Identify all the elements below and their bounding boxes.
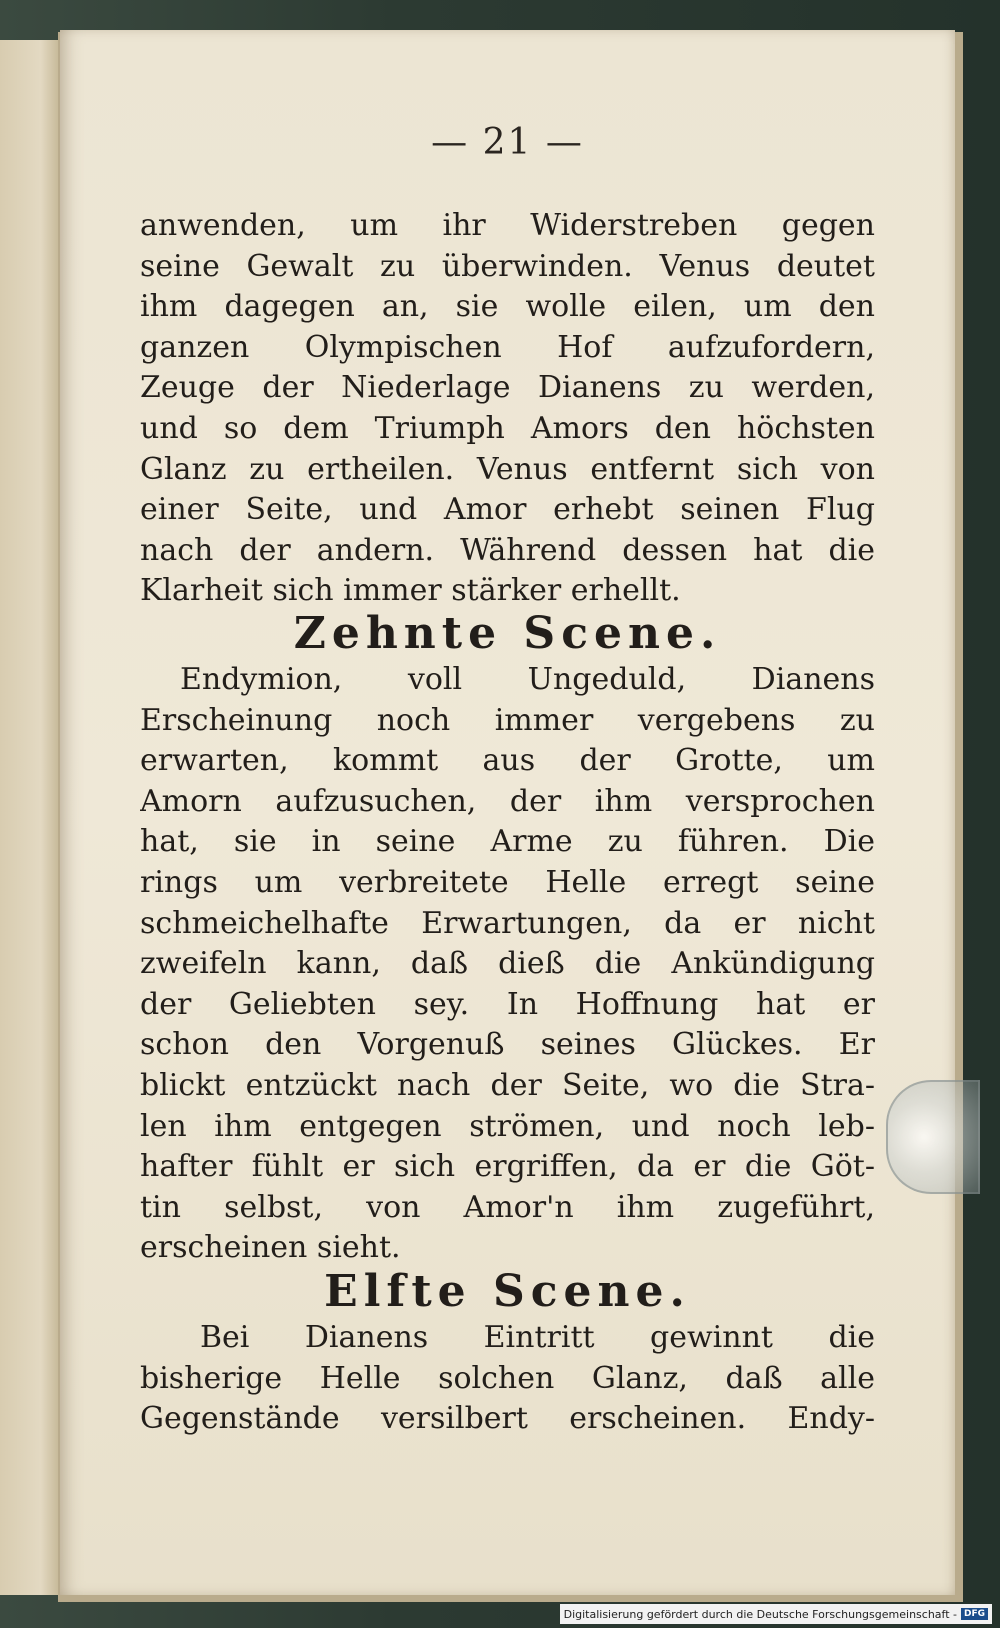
text-line: zweifeln kann, daß dieß die Ankündigung [140,946,875,982]
paragraph-2 [140,660,875,1269]
digitization-credit [560,1604,992,1624]
text-line: Amorn aufzusuchen, der ihm versprochen [140,783,875,819]
text-line: Gegenstände versilbert erscheinen. Endy- [140,1401,875,1437]
text-line: hat, sie in seine Arme zu führen. Die [140,824,875,860]
paragraph-1 [140,206,875,612]
credit-text: Digitalisierung gefördert durch die Deutsche Forschungsgemeinschaft - [563,1607,957,1621]
book-page [60,30,955,1595]
text-line: blickt entzückt nach der Seite, wo die Stra- [140,1067,875,1103]
text-line: schon den Vorgenuß seines Glückes. Er [140,1027,875,1063]
text-line: schmeichelhafte Erwartungen, da er nicht [140,905,875,941]
text-line: tin selbst, von Amor'n ihm zugeführt, [140,1189,875,1225]
text-line: und so dem Triumph Amors den höchsten [140,410,875,446]
page-clip [886,1080,980,1194]
dfg-logo-icon: DFG [961,1608,988,1620]
text-line: Glanz zu ertheilen. Venus entfernt sich von [140,451,875,487]
text-line: Endymion, voll Ungeduld, Dianens [180,662,875,697]
text-line: der Geliebten sey. In Hoffnung hat er [140,986,875,1022]
text-line: einer Seite, und Amor erhebt seinen Flug [140,492,875,528]
text-line: rings um verbreitete Helle erregt seine [140,864,875,900]
text-line: erscheinen sieht. [140,1230,401,1266]
text-line: anwenden, um ihr Widerstreben gegen [140,208,875,243]
text-line: bisherige Helle solchen Glanz, daß alle [140,1360,875,1396]
text-line: Bei Dianens Eintritt gewinnt die [200,1320,875,1355]
text-line: Zeuge der Niederlage Dianens zu werden, [140,370,875,406]
scene-heading: Zehnte Scene. [293,608,722,659]
text-line: Klarheit sich immer stärker erhellt. [140,573,681,609]
text-line: len ihm entgegen strömen, und noch leb- [140,1108,875,1144]
text-line: ganzen Olympischen Hof aufzufordern, [140,329,875,365]
paragraph-3 [140,1318,875,1440]
previous-page-edge [0,40,60,1595]
text-line: ihm dagegen an, sie wolle eilen, um den [140,289,875,325]
scene-heading: Elfte Scene. [324,1266,691,1317]
text-line: hafter fühlt er sich ergriffen, da er die Göt- [140,1149,875,1185]
text-line: seine Gewalt zu überwinden. Venus deutet [140,248,875,284]
text-line: Erscheinung noch immer vergebens zu [140,702,875,738]
page-number: — 21 — [431,122,584,163]
text-line: erwarten, kommt aus der Grotte, um [140,743,875,779]
text-line: nach der andern. Während dessen hat die [140,532,875,568]
